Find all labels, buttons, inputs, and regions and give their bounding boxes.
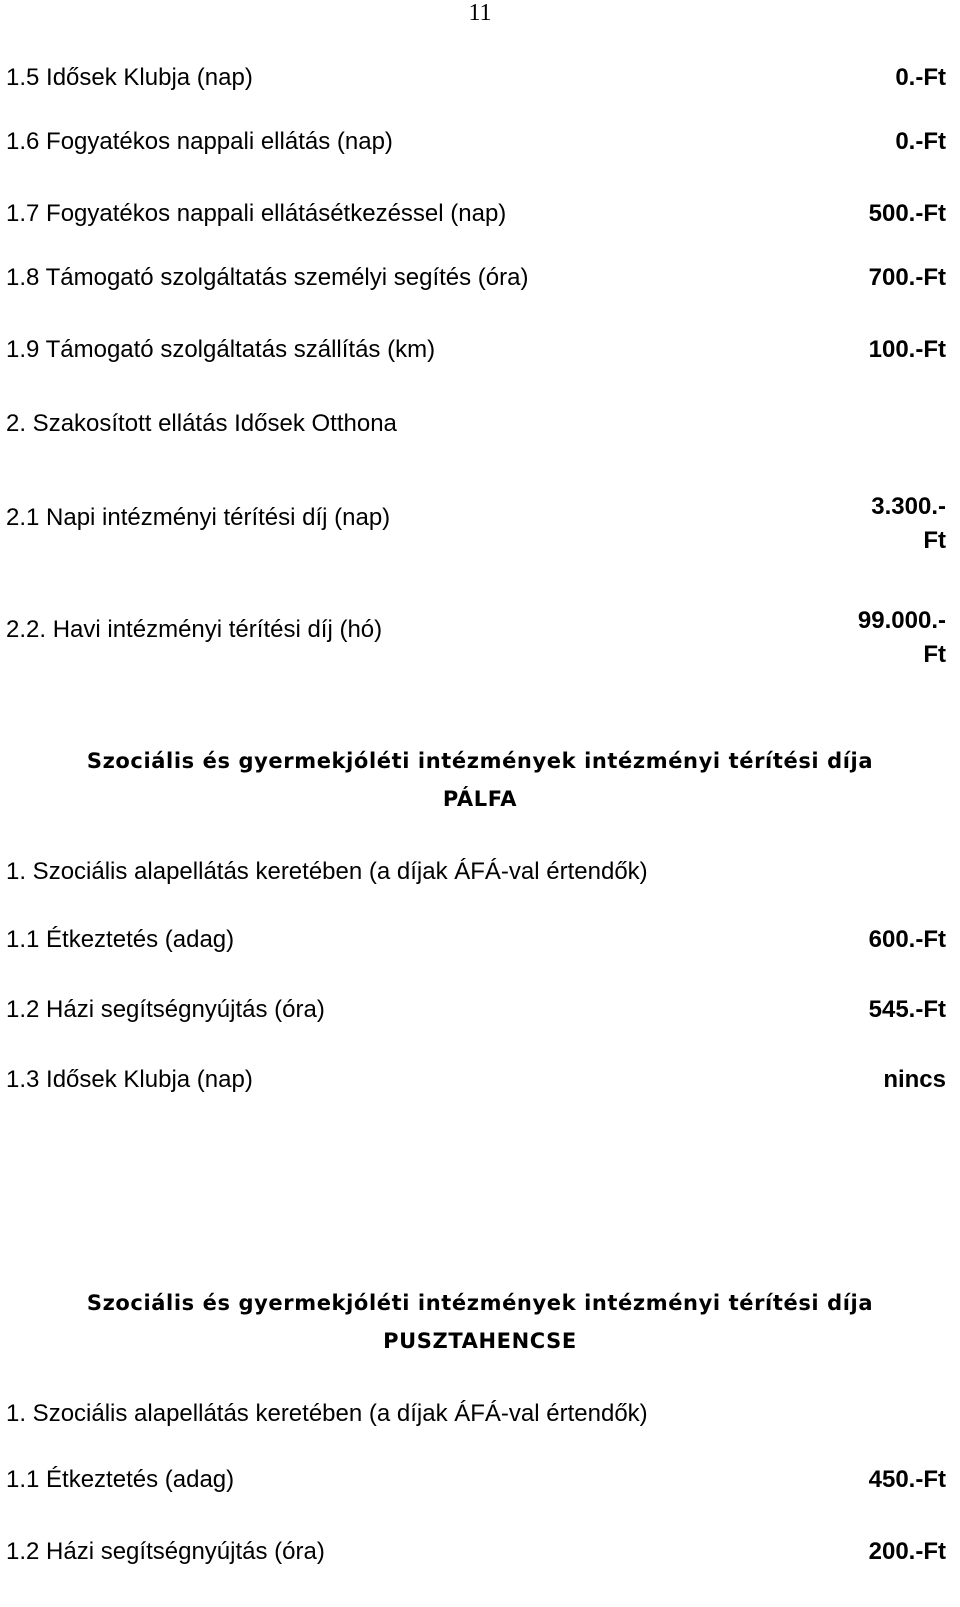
fee-value-currency: Ft: [923, 527, 946, 554]
fee-value: 0.-Ft: [895, 64, 946, 91]
fee-value: 200.-Ft: [868, 1538, 946, 1565]
fee-value: [858, 604, 946, 672]
fee-label: 1.3 Idősek Klubja (nap): [6, 1066, 253, 1093]
page-number: 11: [468, 0, 492, 26]
section-title: 1. Szociális alapellátás keretében (a díjak ÁFÁ-val értendők): [6, 1400, 648, 1427]
fee-value: 0.-Ft: [895, 128, 946, 155]
fee-value: 600.-Ft: [868, 926, 946, 953]
fee-label: 1.8 Támogató szolgáltatás személyi segítés (óra): [6, 264, 529, 291]
heading-line: Szociális és gyermekjóléti intézmények intézményi térítési díja: [86, 1291, 874, 1315]
section-heading: [0, 742, 960, 818]
fee-value-amount: 99.000.-: [857, 607, 946, 634]
fee-value: nincs: [883, 1066, 946, 1093]
fee-label: 1.7 Fogyatékos nappali ellátásétkezéssel (nap): [6, 200, 507, 227]
heading-line: Szociális és gyermekjóléti intézmények intézményi térítési díja: [86, 749, 874, 773]
heading-place: PUSZTAHENCSE: [383, 1329, 577, 1353]
fee-label: 2.1 Napi intézményi térítési díj (nap): [6, 504, 391, 531]
fee-value: 100.-Ft: [868, 336, 946, 363]
fee-row: [6, 493, 946, 574]
fee-value: [871, 490, 946, 558]
fee-label: 2.2. Havi intézményi térítési díj (hó): [6, 616, 383, 643]
fee-value-amount: 3.300.-: [871, 493, 946, 520]
section-title: 1. Szociális alapellátás keretében (a díjak ÁFÁ-val értendők): [6, 858, 648, 885]
fee-value: 545.-Ft: [868, 996, 946, 1023]
fee-label: 1.5 Idősek Klubja (nap): [6, 64, 253, 91]
fee-value: 700.-Ft: [868, 264, 946, 291]
fee-label: 1.2 Házi segítségnyújtás (óra): [6, 996, 325, 1023]
fee-label: 1.2 Házi segítségnyújtás (óra): [6, 1538, 325, 1565]
heading-place: PÁLFA: [442, 787, 518, 811]
fee-label: 1.1 Étkeztetés (adag): [6, 1466, 235, 1493]
fee-label: 1.1 Étkeztetés (adag): [6, 926, 235, 953]
fee-value-currency: Ft: [923, 641, 946, 668]
fee-label: 1.9 Támogató szolgáltatás szállítás (km): [6, 336, 436, 363]
fee-label: 1.6 Fogyatékos nappali ellátás (nap): [6, 128, 393, 155]
fee-value: 450.-Ft: [868, 1466, 946, 1493]
section-heading: [0, 1284, 960, 1360]
fee-row: [6, 607, 946, 686]
section-title: 2. Szakosított ellátás Idősek Otthona: [6, 410, 397, 437]
fee-value: 500.-Ft: [868, 200, 946, 227]
